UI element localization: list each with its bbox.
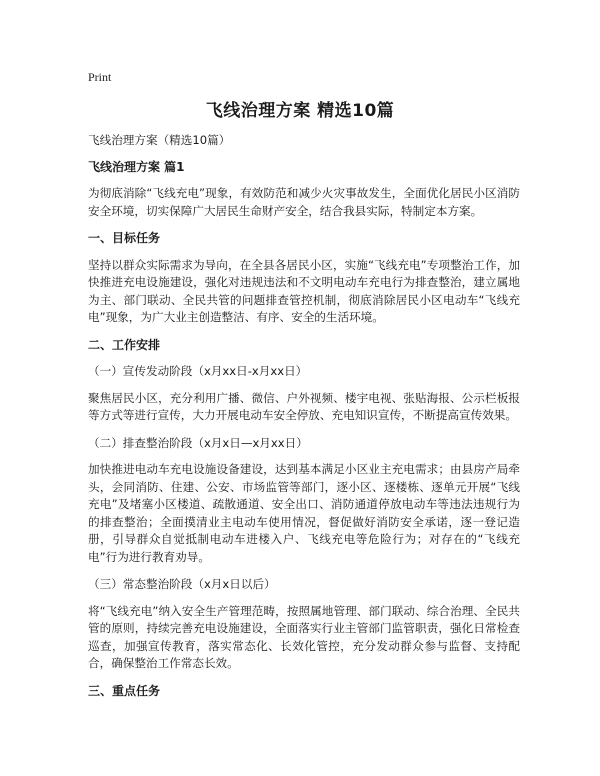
stage-2-paragraph: 加快推进电动车充电设施设备建设，达到基本满足小区业主充电需求；由县房产局牵头，会同消防、住建、公安、市场监管等部门，逐小区、逐楼栋、逐单元开展“飞线充电”及堵塞小区楼道、疏散通道、安全出口、消防通道停放电动车等违法违规行为的排查整治；全面摸清业主电动车使用情况，督促做好消防安全承诺，逐一登记造册，引导群众自觉抵制电动车进楼入户、飞线充电等危险行为；对存在的“飞线充电”行为进行教育劝导。 (88, 462, 520, 564)
print-label[interactable]: Print (88, 70, 112, 84)
section-title: 飞线治理方案 篇1 (88, 159, 185, 174)
page-title: 飞线治理方案 精选10篇 (205, 101, 395, 121)
doc-subtitle: 飞线治理方案（精选10篇） (88, 133, 231, 147)
document-body (88, 132, 520, 709)
stage-1-paragraph: 聚焦居民小区，充分利用广播、微信、户外视频、楼宇电视、张贴海报、公示栏板报等方式等进行宣传，大力开展电动车安全停放、充电知识宣传，不断提高宣传效果。 (88, 390, 520, 422)
heading-arrangement: 二、工作安排 (88, 337, 161, 352)
stage-1-heading: （一）宣传发动阶段（x月xx日-x月xx日） (88, 364, 308, 378)
stage-3-paragraph: 将“飞线充电”纳入安全生产管理范畴，按照属地管理、部门联动、综合治理、全民共管的原则，持续完善充电设施建设，全面落实行业主管部门监管职责，强化日常检查巡查，加强宣传教育，落实常态化、长效化管控，充分发动群众参与监督、支持配合，确保整治工作常态长效。 (88, 603, 520, 670)
heading-goals: 一、目标任务 (88, 231, 161, 245)
goals-paragraph: 坚持以群众实际需求为导向，在全县各居民小区，实施“飞线充电”专项整治工作，加快推进充电设施建设，强化对违规违法和不文明电动车充电行为排查整治，建立属地为主、部门联动、全民共管的问题排查管控机制，彻底消除居民小区电动车“飞线充电”现象，为广大业主创造整洁、有序、安全的生活环境。 (88, 257, 520, 324)
heading-key-tasks: 三、重点任务 (88, 683, 161, 698)
intro-paragraph: 为彻底消除“飞线充电”现象，有效防范和减少火灾事故发生，全面优化居民小区消防安全环境，切实保障广大居民生命财产安全，结合我县实际，特制定本方案。 (88, 186, 520, 218)
stage-2-heading: （二）排查整治阶段（x月x日—x月xx日） (88, 435, 308, 450)
stage-3-heading: （三）常态整治阶段（x月x日以后） (88, 577, 276, 591)
